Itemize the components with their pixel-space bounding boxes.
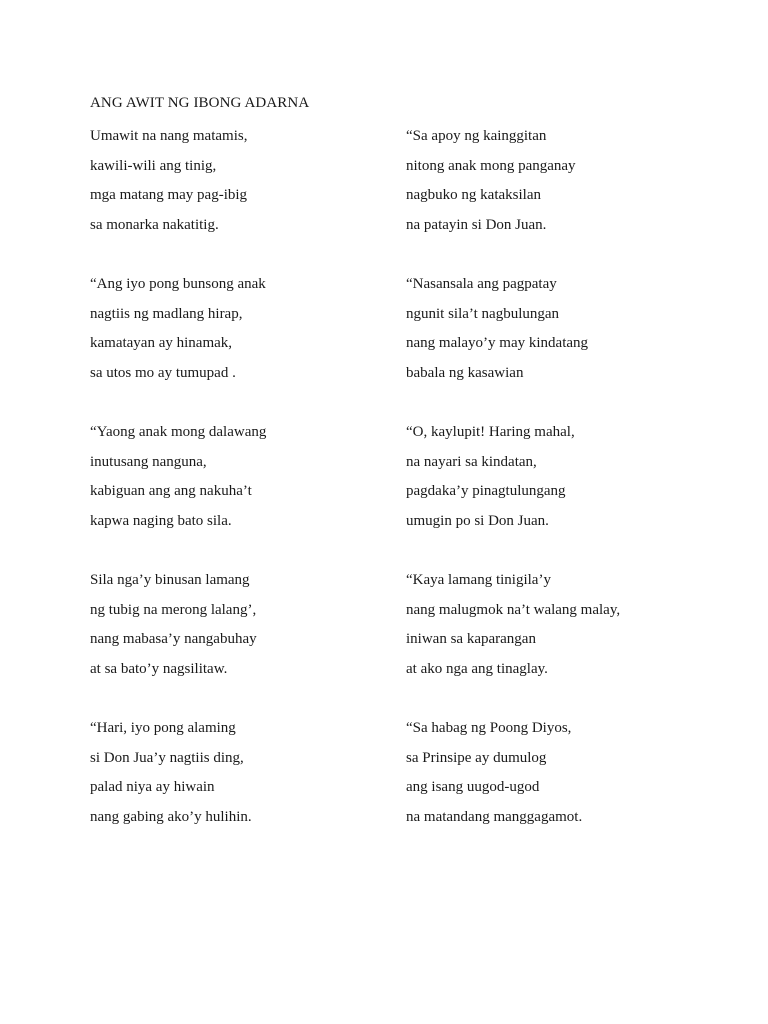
verse-line: kamatayan ay hinamak, [90, 335, 233, 352]
verse-line: sa Prinsipe ay dumulog [406, 749, 547, 766]
verse-line: iniwan sa kaparangan [406, 631, 536, 648]
stanza-right-3 [406, 418, 726, 566]
verse-line: kapwa naging bato sila. [90, 512, 232, 529]
verse-line: at sa bato’y nagsilitaw. [90, 660, 228, 677]
verse-line: “Sa apoy ng kainggitan [406, 128, 547, 144]
verse-line: nang gabing ako’y hulihin. [90, 808, 252, 825]
verse-line: ng tubig na merong lalang’, [90, 601, 257, 618]
stanza-left-2 [90, 270, 410, 418]
document-title: ANG AWIT NG IBONG ADARNA [90, 95, 310, 111]
verse-line: si Don Jua’y nagtiis ding, [90, 749, 244, 766]
verse-line: Umawit na nang matamis, [90, 128, 248, 144]
verse-line: ngunit sila’t nagbulungan [406, 305, 560, 322]
verse-line: nang malugmok na’t walang malay, [406, 601, 621, 618]
verse-line: “O, kaylupit! Haring mahal, [406, 424, 575, 440]
stanza-right-2 [406, 270, 726, 418]
stanza-left-5 [90, 714, 410, 862]
verse-line: nang mabasa’y nangabuhay [90, 631, 257, 648]
verse-line: mga matang may pag-ibig [90, 187, 248, 204]
verse-line: “Kaya lamang tinigila’y [406, 572, 551, 588]
verse-line: “Yaong anak mong dalawang [90, 424, 267, 440]
stanza-right-4 [406, 566, 726, 714]
verse-line: sa utos mo ay tumupad . [90, 364, 236, 381]
verse-line: Sila nga’y binusan lamang [90, 572, 250, 588]
verse-line: “Hari, iyo pong alaming [90, 720, 236, 736]
verse-line: inutusang nanguna, [90, 453, 207, 470]
verse-line: “Nasansala ang pagpatay [406, 276, 557, 292]
verse-line: nagbuko ng kataksilan [406, 187, 541, 204]
stanza-left-3 [90, 418, 410, 566]
verse-line: nang malayo’y may kindatang [406, 335, 589, 352]
left-column [90, 122, 410, 862]
verse-line: “Sa habag ng Poong Diyos, [406, 720, 572, 736]
right-column [406, 122, 726, 862]
verse-line: kawili-wili ang tinig, [90, 157, 217, 174]
verse-line: at ako nga ang tinaglay. [406, 660, 548, 677]
verse-line: umugin po si Don Juan. [406, 512, 549, 529]
verse-line: babala ng kasawian [406, 364, 524, 381]
stanza-left-1 [90, 122, 410, 270]
verse-line: “Ang iyo pong bunsong anak [90, 276, 266, 292]
stanza-right-1 [406, 122, 726, 270]
verse-line: palad niya ay hiwain [90, 779, 215, 796]
verse-line: na matandang manggagamot. [406, 808, 583, 825]
stanza-right-5 [406, 714, 726, 862]
stanza-left-4 [90, 566, 410, 714]
verse-line: ang isang uugod-ugod [406, 779, 540, 796]
verse-line: pagdaka’y pinagtulungang [406, 483, 566, 500]
verse-line: nagtiis ng madlang hirap, [90, 305, 243, 322]
verse-line: na nayari sa kindatan, [406, 453, 537, 470]
verse-line: nitong anak mong panganay [406, 157, 576, 174]
verse-line: kabiguan ang ang nakuha’t [90, 483, 252, 500]
verse-line: na patayin si Don Juan. [406, 216, 547, 233]
verse-line: sa monarka nakatitig. [90, 216, 219, 233]
